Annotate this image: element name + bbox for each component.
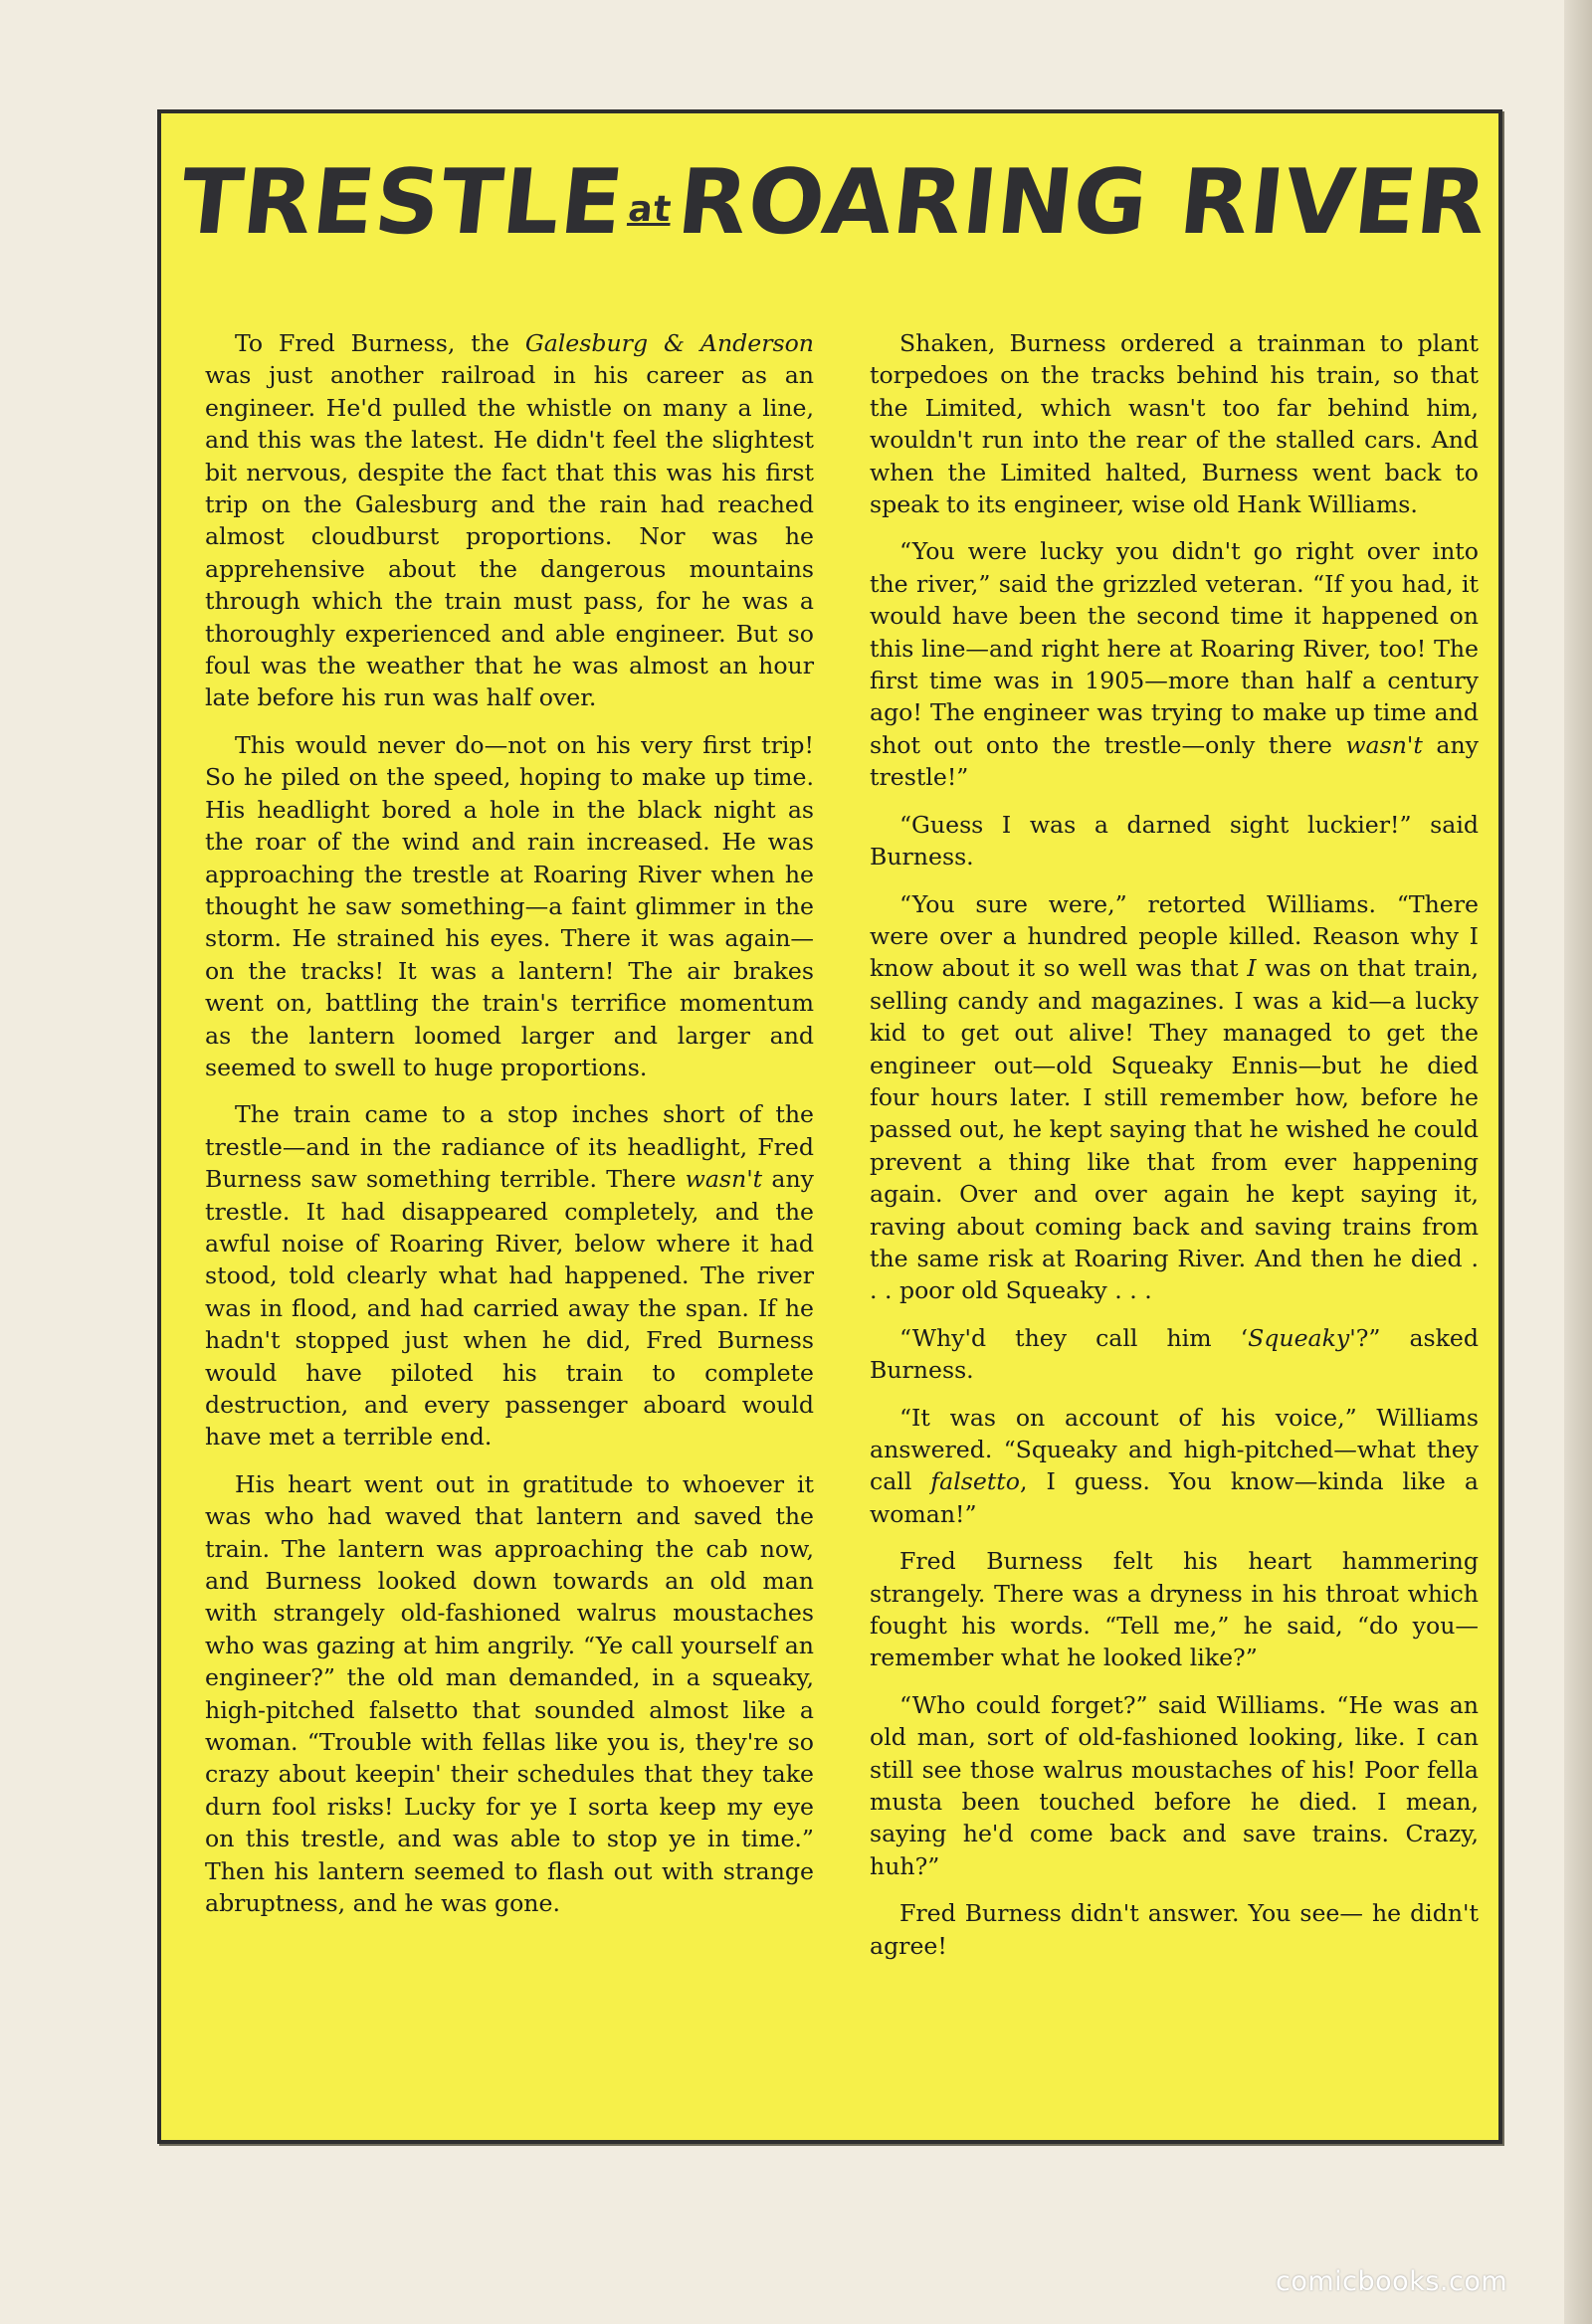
- paragraph-text: was on that train, selling candy and magazines. I was a kid—a lucky kid to get out alive! They managed to get the engineer out—old Squeaky Ennis—but he died four hours later. I still remember how, before he passed out, he kept saying that he wished he could prevent a thing like that from ever happening again. Over and over again he kept saying it, raving about coming back and saving trains from the same risk at Roaring River. And then he died . . . poor old Squeaky . . .: [870, 954, 1480, 1305]
- italic-text: wasn't: [1345, 730, 1423, 759]
- right-text-column: [870, 327, 1479, 1977]
- story-paragraph: [870, 809, 1479, 873]
- story-paragraph: [870, 1322, 1479, 1387]
- paragraph-text: any trestle!”: [870, 730, 1479, 792]
- italic-text: I: [1247, 954, 1257, 983]
- text-story-panel: [157, 109, 1502, 2144]
- paragraph-text: Shaken, Burness ordered a trainman to plant torpedoes on the tracks behind his train, so that the Limited, which wasn't too far behind him, wouldn't run into the rear of the stalled cars. And when the Limited halted, Burness went back to speak to its engineer, wise old Hank Williams.: [870, 329, 1479, 519]
- story-paragraph: [870, 327, 1479, 520]
- italic-text: wasn't: [685, 1165, 763, 1194]
- paragraph-text: Fred Burness didn't answer. You see— he didn't agree!: [870, 1899, 1479, 1960]
- paragraph-text: was just another railroad in his career as an engineer. He'd pulled the whistle on many a line, and this was the latest. He didn't feel the slightest bit nervous, despite the fact that this was his first trip on the Galesburg and the rain had reached almost cloudburst proportions. Nor was he apprehensive about the dangerous mountains through which the train must pass, for he was a thoroughly experienced and able engineer. But so foul was the weather that he was almost an hour late before his run was half over.: [205, 361, 814, 712]
- story-paragraph: [205, 327, 814, 714]
- story-paragraph: [870, 535, 1479, 793]
- paragraph-text: To Fred Burness, the: [235, 329, 525, 357]
- site-watermark: comicbooks.com: [1276, 2266, 1508, 2297]
- paragraph-text: “Why'd they call him ‘: [899, 1323, 1249, 1352]
- paragraph-text: The train came to a stop inches short of the trestle—and in the radiance of its headlight, Fred Burness saw something terrible. There: [205, 1100, 814, 1194]
- paragraph-text: “Who could forget?” said Williams. “He was an old man, sort of old-fashioned looking, like. I can still see those walrus moustaches of his! Poor fella musta been touched before he died. I mean, saying he'd come back and save trains. Crazy, huh?”: [870, 1690, 1479, 1880]
- story-paragraph: [870, 1689, 1479, 1882]
- paragraph-text: “Guess I was a darned sight luckier!” said Burness.: [870, 810, 1479, 872]
- paragraph-text: “You sure were,” retorted Williams. “There were over a hundred people killed. Reason why I know about it so well was that: [870, 889, 1479, 983]
- title-part-1: TRESTLE: [175, 150, 629, 255]
- paragraph-text: any trestle. It had disappeared completely, and the awful noise of Roaring River, below where it had stood, told clearly what had happened. The river was in flood, and had carried away the span. If he hadn't stopped just when he did, Fred Burness would have piloted his train to complete destruction, and every passenger aboard would have met a terrible end.: [205, 1165, 814, 1452]
- title-connector: at: [626, 189, 675, 230]
- story-paragraph: [870, 1897, 1479, 1962]
- paragraph-text: This would never do—not on his very first trip! So he piled on the speed, hoping to make up time. His headlight bored a hole in the black night as the roar of the wind and rain increased. He was approaching the trestle at Roaring River when he thought he saw something—a faint glimmer in the storm. He strained his eyes. There it was again—on the tracks! It was a lantern! The air brakes went on, battling the train's terrifice momentum as the lantern loomed larger and larger and seemed to swell to huge proportions.: [205, 730, 814, 1081]
- story-paragraph: [205, 1468, 814, 1920]
- paragraph-text: His heart went out in gratitude to whoever it was who had waved that lantern and saved the train. The lantern was approaching the cab now, and Burness looked down towards an old man with strangely old-fashioned walrus moustaches who was gazing at him angrily. “Ye call yourself an engineer?” the old man demanded, in a squeaky, high-pitched falsetto that sounded almost like a woman. “Trouble with fellas like you is, they're so crazy about keepin' their schedules that they take durn fool risks! Lucky for ye I sorta keep my eye on this trestle, and was able to stop ye in time.” Then his lantern seemed to flash out with strange abruptness, and he was gone.: [205, 1469, 814, 1918]
- paragraph-text: , I guess. You know—kinda like a woman!”: [870, 1467, 1479, 1528]
- story-paragraph: [870, 888, 1479, 1307]
- left-text-column: [205, 327, 814, 1935]
- story-paragraph: [870, 1402, 1479, 1531]
- page-gutter: [1564, 0, 1592, 2324]
- paragraph-text: “It was on account of his voice,” Williams answered. “Squeaky and high-pitched—what they call: [870, 1403, 1479, 1496]
- italic-text: Galesburg & Anderson: [524, 329, 814, 357]
- paragraph-text: '?” asked Burness.: [870, 1323, 1480, 1385]
- italic-text: falsetto: [930, 1467, 1020, 1496]
- paragraph-text: Fred Burness felt his heart hammering strangely. There was a dryness in his throat which fought his words. “Tell me,” he said, “do you—remember what he looked like?”: [870, 1547, 1479, 1672]
- title-part-2: ROARING RIVER: [673, 150, 1492, 255]
- story-paragraph: [205, 1098, 814, 1452]
- story-paragraph: [870, 1545, 1479, 1674]
- story-paragraph: [205, 729, 814, 1083]
- paragraph-text: “You were lucky you didn't go right over into the river,” said the grizzled veteran. “If you had, it would have been the second time it happened on this line—and right here at Roaring River, too! The first time was in 1905—more than half a century ago! The engineer was trying to make up time and shot out onto the trestle—only there: [870, 537, 1479, 759]
- italic-text: Squeaky: [1248, 1323, 1350, 1352]
- story-title: [175, 150, 1492, 255]
